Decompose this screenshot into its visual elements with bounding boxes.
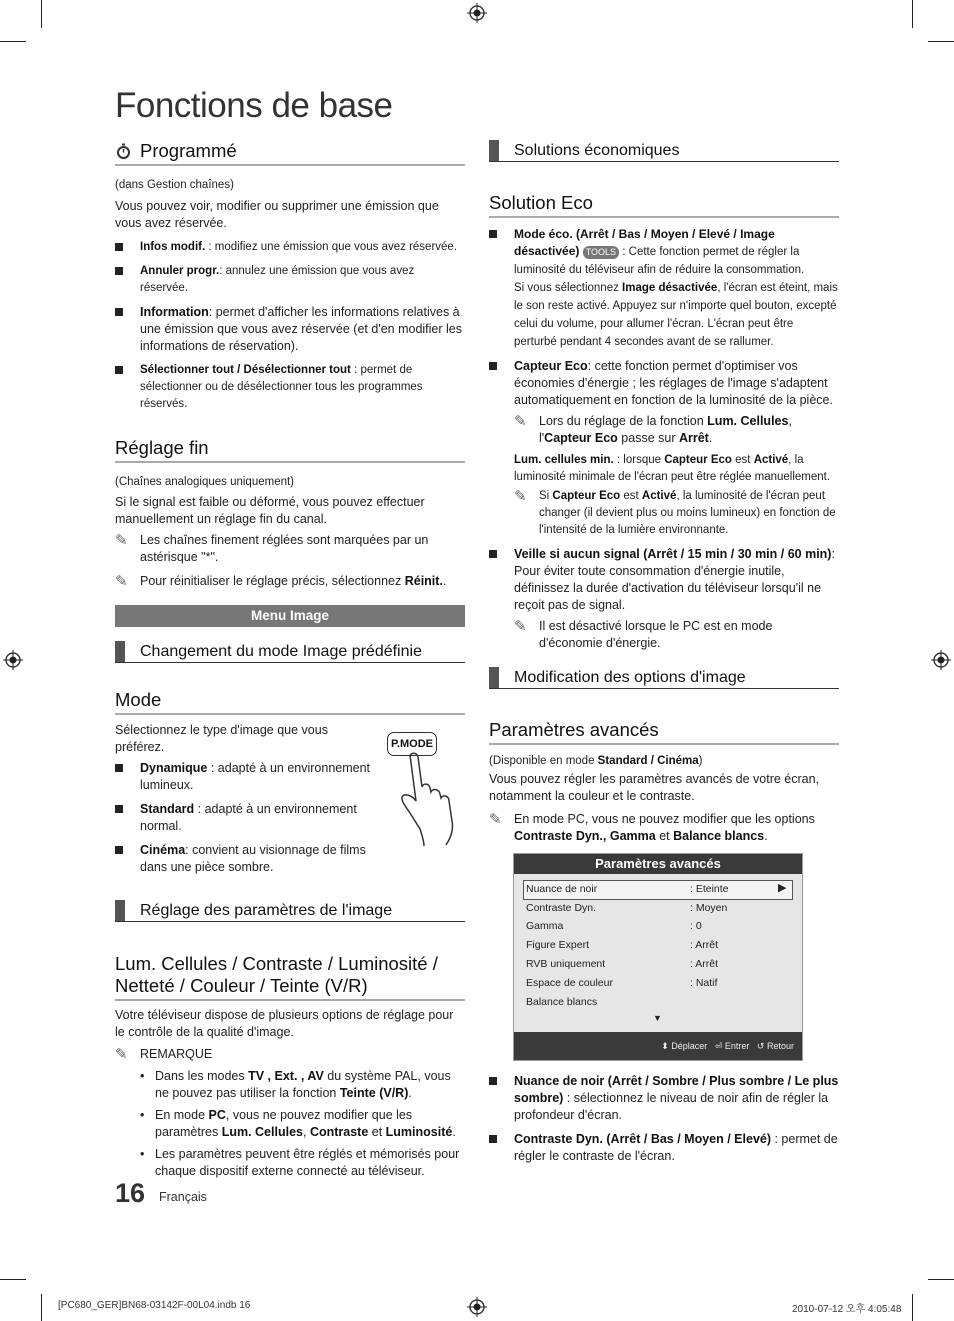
list-item: Mode éco. (Arrêt / Bas / Moyen / Elevé / Image désactivée) TOOLS : Cette fonction permet de régler la luminosité du téléviseur afin de réduire la consommation. Si vous sélectionnez Image désactivée, l'écran est éteint, mais le son reste activé. Appuyez sur n'importe quel bouton, excepté celui du volume, pour allumer l'écran. L'écran peut être perturbé pendant 4 secondes avant de se rallumer. — [489, 226, 839, 351]
crop-mark — [41, 1294, 42, 1321]
registration-mark-icon — [3, 650, 23, 670]
move-arrows-icon: ⬍ — [661, 1041, 669, 1051]
osd-row-value: : Arrêt — [690, 958, 719, 970]
context-text: (dans Gestion chaînes) — [115, 179, 234, 191]
page-language: Français — [159, 1190, 207, 1204]
section-heading-solution-eco: Solution Eco — [489, 192, 839, 218]
list-item: Contraste Dyn. (Arrêt / Bas / Moyen / Elevé) : permet de régler le contraste de l'écran. — [489, 1131, 839, 1165]
context-text: (Disponible en mode Standard / Cinéma) — [489, 755, 703, 767]
list-item: • Dans les modes TV , Ext. , AV du système PAL, vous ne pouvez pas utiliser la fonction Teinte (V/R). — [140, 1068, 465, 1102]
right-column — [489, 140, 839, 845]
left-column — [115, 140, 465, 1180]
note: ✎ Il est désactivé lorsque le PC est en mode d'économie d'énergie. — [514, 618, 773, 650]
section-heading-mode: Mode — [115, 689, 465, 715]
osd-row-label[interactable]: Espace de couleur — [526, 977, 613, 989]
note: ✎ Lors du réglage de la fonction Lum. Cellules, l'Capteur Eco passe sur Arrêt. — [514, 413, 792, 445]
osd-row-value: : Arrêt — [690, 939, 719, 951]
list-item: Veille si aucun signal (Arrêt / 15 min / 30 min / 60 min): Pour éviter toute consommation d'énergie inutile, définissez la durée d'activation du téléviseur lorsqu'il ne reçoit pas de signal. — [489, 546, 839, 614]
osd-row-label[interactable]: Nuance de noir — [526, 883, 598, 895]
list-item: • En mode PC, vous ne pouvez modifier que les paramètres Lum. Cellules, Contraste et Luminosité. — [140, 1107, 465, 1141]
pencil-note-icon: ✎ — [115, 573, 128, 590]
intro-text: Sélectionnez le type d'image que vous préférez. — [115, 723, 328, 754]
subsection-heading: Modification des options d'image — [489, 667, 839, 689]
pmode-button-illustration — [387, 725, 467, 845]
osd-row-value: : Moyen — [690, 902, 728, 914]
osd-title: Paramètres avancés — [514, 854, 802, 874]
context-text: (Chaînes analogiques uniquement) — [115, 476, 295, 488]
intro-text: Vous pouvez régler les paramètres avancés de votre écran, notamment la couleur et le contraste. — [489, 772, 820, 803]
note: ✎ Si Capteur Eco est Activé, la luminosité de l'écran peut changer (il devient plus ou moins lumineux) en fonction de l'intensité de la lumière environnante. — [514, 488, 836, 536]
list-item: Nuance de noir (Arrêt / Sombre / Plus sombre / Le plus sombre) : sélectionnez le niveau de noir afin de régler la profondeur d'écran. — [489, 1073, 839, 1124]
note: ✎ REMARQUE — [115, 1046, 213, 1063]
subsection-heading: Solutions économiques — [489, 140, 839, 162]
osd-row-label[interactable]: Gamma — [526, 920, 564, 932]
registration-mark-icon — [467, 3, 487, 23]
intro-text: Vous pouvez voir, modifier ou supprimer une émission que vous avez réservée. — [115, 199, 439, 230]
return-icon: ↺ — [756, 1041, 765, 1051]
note: ✎ Pour réinitialiser le réglage précis, sélectionnez Réinit.. — [115, 573, 447, 590]
advanced-options-list — [489, 1073, 839, 1165]
osd-row-value: : Eteinte — [690, 883, 729, 895]
pencil-note-icon: ✎ — [514, 618, 527, 635]
section-heading-lum: Lum. Cellules / Contraste / Luminosité / Netteté / Couleur / Teinte (V/R) — [115, 953, 465, 1001]
crop-mark — [928, 1279, 954, 1280]
osd-row-value: : Natif — [690, 977, 718, 989]
registration-mark-icon — [467, 1297, 487, 1317]
note: ✎ En mode PC, vous ne pouvez modifier que les options Contraste Dyn., Gamma et Balance blancs. — [489, 811, 815, 843]
pencil-note-icon: ✎ — [514, 488, 527, 505]
crop-mark — [912, 1294, 913, 1321]
mode-block — [115, 722, 465, 876]
osd-row-label[interactable]: Figure Expert — [526, 939, 590, 951]
crop-mark — [0, 41, 26, 42]
pressing-hand-icon — [392, 751, 467, 847]
subsection-heading: Changement du mode Image prédéfinie — [115, 641, 465, 663]
osd-row-label[interactable]: Contraste Dyn. — [526, 902, 597, 914]
page-number: 16 — [115, 1178, 146, 1208]
section-heading-reglage-fin: Réglage fin — [115, 437, 465, 463]
print-footer-right: 2010-07-12 오후 4:05:48 — [792, 1304, 902, 1315]
crop-mark — [0, 1279, 26, 1280]
arrow-down-icon: ▼ — [653, 1013, 662, 1023]
list-item: Cinéma: convient au visionnage de films dans une pièce sombre. — [115, 842, 380, 876]
osd-row-label[interactable]: Balance blancs — [526, 996, 598, 1008]
crop-mark — [912, 0, 913, 28]
intro-text: Votre téléviseur dispose de plusieurs options de réglage pour le contrôle de la qualité d'image. — [115, 1008, 454, 1039]
osd-nav-bar: ⬍ Déplacer ⏎ Entrer ↺ Retour — [514, 1032, 802, 1060]
list-item: Dynamique : adapté à un environnement lumineux. — [115, 760, 380, 794]
registration-mark-icon — [931, 650, 951, 670]
sub-item: Lum. cellules min. : lorsque Capteur Eco est Activé, la luminosité minimale de l'écran peut être réglée manuellement. — [514, 454, 831, 483]
menu-image-bar: Menu Image — [115, 605, 465, 627]
list-item: Sélectionner tout / Désélectionner tout : permet de sélectionner ou de désélectionner tous les programmes réservés. — [115, 362, 465, 413]
note: ✎ Les chaînes finement réglées sont marquées par un astérisque "*". — [115, 532, 429, 564]
enter-icon: ⏎ — [714, 1041, 723, 1051]
remarque-list — [115, 1068, 465, 1180]
pencil-note-icon: ✎ — [489, 811, 502, 828]
list-item: Capteur Eco: cette fonction permet d'optimiser vos économies d'énergie ; les réglages de l'image s'adaptent automatiquement en fonction de la luminosité de la pièce. — [489, 358, 839, 409]
tools-button-icon: TOOLS — [583, 246, 619, 259]
list-item: • Les paramètres peuvent être réglés et mémorisés pour chaque dispositif externe connecté au téléviseur. — [140, 1146, 465, 1180]
pencil-note-icon: ✎ — [115, 532, 128, 549]
page-title: Fonctions de base — [115, 86, 393, 125]
pmode-button: P.MODE — [387, 732, 437, 756]
list-item: Infos modif. : modifiez une émission que vous avez réservée. — [115, 239, 465, 256]
osd-row-label[interactable]: RVB uniquement — [526, 958, 606, 970]
list-item: Annuler progr.: annulez une émission que vous avez réservée. — [115, 263, 465, 297]
subsection-heading: Réglage des paramètres de l'image — [115, 900, 465, 922]
pencil-note-icon: ✎ — [514, 413, 527, 430]
osd-row-value: : 0 — [690, 920, 702, 932]
osd-advanced-settings-menu — [513, 853, 803, 1061]
section-heading-parametres-avances: Paramètres avancés — [489, 719, 839, 745]
crop-mark — [928, 41, 954, 42]
pencil-note-icon: ✎ — [115, 1046, 128, 1063]
crop-mark — [41, 0, 42, 28]
arrow-right-icon: ▶ — [778, 882, 787, 894]
section-heading-programme: Programmé — [115, 140, 465, 166]
timer-icon — [115, 143, 132, 160]
intro-text: Si le signal est faible ou déformé, vous pouvez effectuer manuellement un réglage fin du canal. — [115, 495, 425, 526]
list-item: Information: permet d'afficher les informations relatives à une émission que vous avez réservée (et d'en modifier les informations de réservation). — [115, 304, 465, 355]
list-item: Standard : adapté à un environnement normal. — [115, 801, 380, 835]
print-footer-left: [PC680_GER]BN68-03142F-00L04.indb 16 — [58, 1300, 251, 1311]
